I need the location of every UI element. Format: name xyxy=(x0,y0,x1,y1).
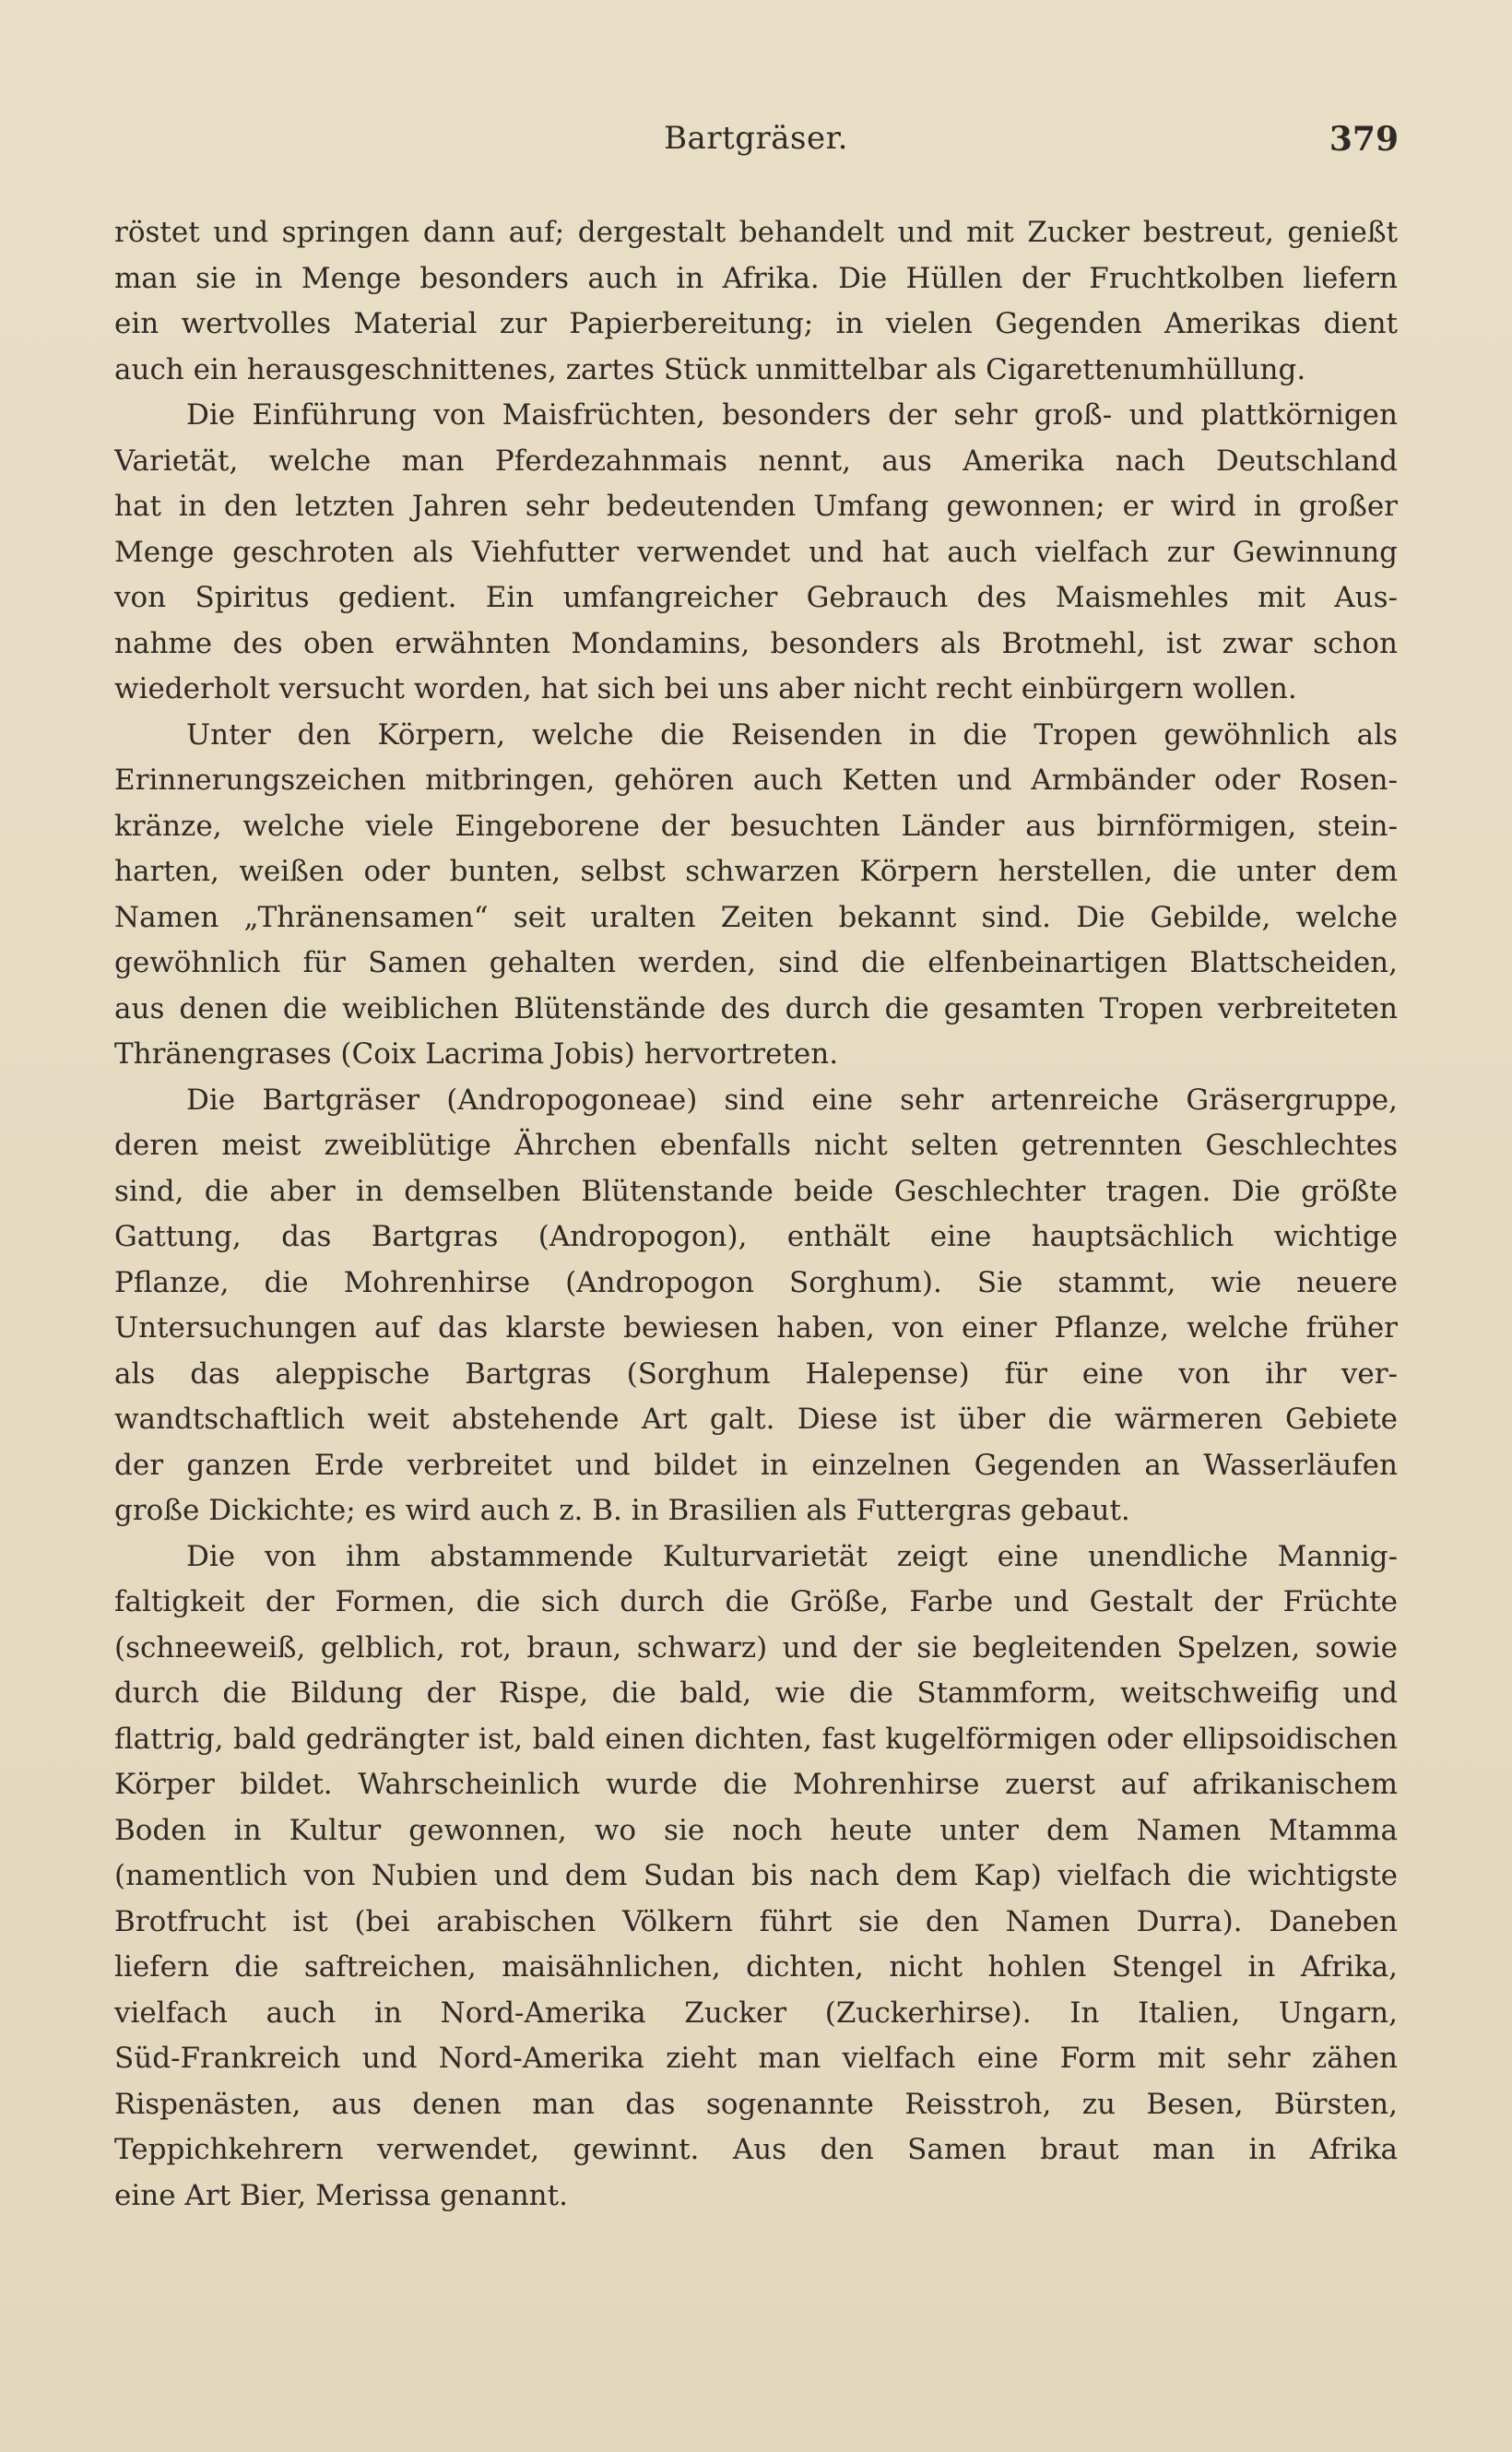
text-line: sind, die aber in demselben Blütenstande beide Geschlechter tragen. Die größte xyxy=(114,1174,1398,1208)
text-line: vielfach auch in Nord-Amerika Zucker (Zuckerhirse). In Italien, Ungarn, xyxy=(114,1996,1398,2030)
text-line: (namentlich von Nubien und dem Sudan bis nach dem Kap) vielfach die wichtigste xyxy=(114,1859,1398,1892)
paragraph xyxy=(114,1534,1398,2220)
body-text xyxy=(114,210,1398,2219)
text-line: liefern die saftreichen, maisähnlichen, dichten, nicht hohlen Stengel in Afrika, xyxy=(114,1950,1398,1984)
text-line: Gattung, das Bartgras (Andropogon), enthält eine hauptsächlich wichtige xyxy=(114,1220,1398,1253)
text-line: von Spiritus gedient. Ein umfangreicher Gebrauch des Maismehles mit Aus- xyxy=(114,581,1398,614)
text-line: nahme des oben erwähnten Mondamins, besonders als Brotmehl, ist zwar schon xyxy=(114,626,1398,660)
text-line: durch die Bildung der Rispe, die bald, wie die Stammform, weitschweifig und xyxy=(114,1676,1398,1710)
text-line: (schneeweiß, gelblich, rot, braun, schwarz) und der sie begleitenden Spelzen, sowie xyxy=(114,1630,1398,1664)
text-line: aus denen die weiblichen Blütenstände des durch die gesamten Tropen verbreiteten xyxy=(114,991,1398,1025)
text-line: man sie in Menge besonders auch in Afrika. Die Hüllen der Fruchtkolben liefern xyxy=(114,261,1398,295)
text-line: ein wertvolles Material zur Papierbereitung; in vielen Gegenden Amerikas dient xyxy=(114,307,1398,340)
paragraph xyxy=(114,210,1398,393)
running-title: Bartgräser. xyxy=(664,120,848,157)
text-line: Boden in Kultur gewonnen, wo sie noch heute unter dem Namen Mtamma xyxy=(114,1813,1398,1847)
text-line: kränze, welche viele Eingeborene der besuchten Länder aus birnförmigen, stein- xyxy=(114,809,1398,843)
text-line: Erinnerungszeichen mitbringen, gehören auch Ketten und Armbänder oder Rosen- xyxy=(114,764,1398,797)
text-line: Süd-Frankreich und Nord-Amerika zieht man vielfach eine Form mit sehr zähen xyxy=(114,2042,1398,2075)
text-line: eine Art Bier, Merissa genannt. xyxy=(114,2178,568,2212)
text-line: Menge geschroten als Viehfutter verwendet und hat auch vielfach zur Gewinnung xyxy=(114,535,1398,569)
text-line: hat in den letzten Jahren sehr bedeutenden Umfang gewonnen; er wird in großer xyxy=(114,490,1398,523)
text-line: Untersuchungen auf das klarste bewiesen haben, von einer Pflanze, welche früher xyxy=(114,1311,1398,1344)
text-line: Brotfrucht ist (bei arabischen Völkern führt sie den Namen Durra). Daneben xyxy=(114,1904,1398,1938)
text-line: Teppichkehrern verwendet, gewinnt. Aus den Samen braut man in Afrika xyxy=(114,2133,1398,2166)
text-line: röstet und springen dann auf; dergestalt behandelt und mit Zucker bestreut, genießt xyxy=(114,216,1398,249)
paragraph xyxy=(114,713,1398,1078)
page-number: 379 xyxy=(1329,120,1399,159)
text-line: Thränengrases (Coix Lacrima Jobis) hervortreten. xyxy=(114,1037,839,1071)
text-line: als das aleppische Bartgras (Sorghum Halepense) für eine von ihr ver- xyxy=(114,1356,1398,1391)
running-head xyxy=(0,120,1512,175)
text-line: faltigkeit der Formen, die sich durch die Größe, Farbe und Gestalt der Früchte xyxy=(114,1585,1398,1618)
paragraph xyxy=(114,1078,1398,1534)
text-line: wiederholt versucht worden, hat sich bei uns aber nicht recht einbürgern wollen. xyxy=(114,672,1297,705)
text-line: gewöhnlich für Samen gehalten werden, sind die elfenbeinartigen Blattscheiden, xyxy=(114,946,1398,979)
text-line: harten, weißen oder bunten, selbst schwarzen Körpern herstellen, die unter dem xyxy=(114,855,1398,888)
text-line: flattrig, bald gedrängter ist, bald einen dichten, fast kugelförmigen oder ellipsoidischen xyxy=(114,1722,1398,1756)
text-line: Rispenästen, aus denen man das sogenannte Reisstroh, zu Besen, Bürsten, xyxy=(114,2087,1398,2121)
text-line: Pflanze, die Mohrenhirse (Andropogon Sorghum). Sie stammt, wie neuere xyxy=(114,1265,1398,1299)
text-line: wandtschaftlich weit abstehende Art galt. Diese ist über die wärmeren Gebiete xyxy=(114,1403,1398,1436)
text-line: Körper bildet. Wahrscheinlich wurde die Mohrenhirse zuerst auf afrikanischem xyxy=(114,1768,1398,1801)
text-line: Die von ihm abstammende Kulturvarietät zeigt eine unendliche Mannig- xyxy=(186,1539,1398,1573)
paragraph xyxy=(114,393,1398,713)
text-line: deren meist zweiblütige Ährchen ebenfalls nicht selten getrennten Geschlechtes xyxy=(114,1129,1398,1162)
text-line: Die Bartgräser (Andropogoneae) sind eine sehr artenreiche Gräsergruppe, xyxy=(186,1083,1398,1117)
text-line: Die Einführung von Maisfrüchten, besonders der sehr groß- und plattkörnigen xyxy=(186,398,1398,432)
text-line: Namen „Thränensamen“ seit uralten Zeiten bekannt sind. Die Gebilde, welche xyxy=(114,900,1398,934)
text-line: große Dickichte; es wird auch z. B. in Brasilien als Futtergras gebaut. xyxy=(114,1494,1130,1527)
text-line: Unter den Körpern, welche die Reisenden in die Tropen gewöhnlich als xyxy=(186,717,1398,752)
text-line: auch ein herausgeschnittenes, zartes Stück unmittelbar als Cigarettenumhüllung. xyxy=(114,352,1306,386)
text-line: Varietät, welche man Pferdezahnmais nennt, aus Amerika nach Deutschland xyxy=(114,444,1398,478)
text-line: der ganzen Erde verbreitet und bildet in einzelnen Gegenden an Wasserläufen xyxy=(114,1448,1398,1482)
